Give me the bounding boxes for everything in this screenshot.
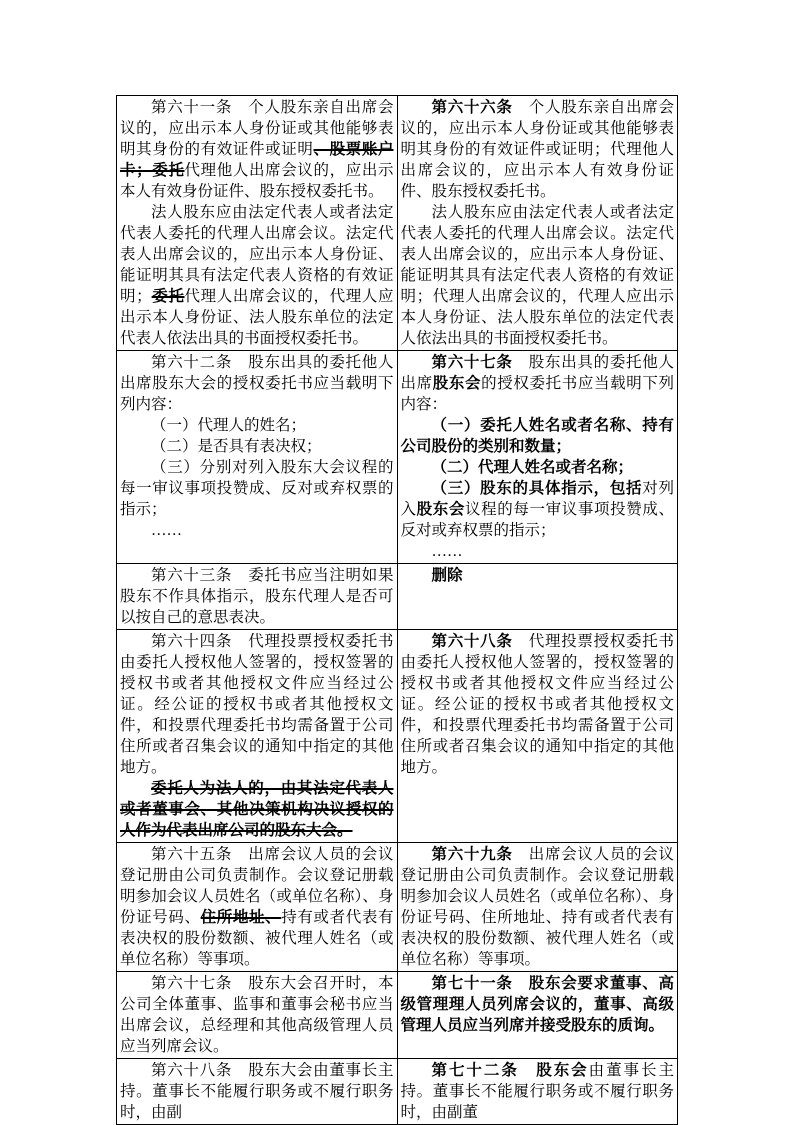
paragraph bbox=[401, 415, 675, 457]
text-segment: 第六十六条 bbox=[431, 99, 513, 116]
text-segment: （一）代理人的姓名； bbox=[151, 417, 307, 434]
revised-clause-cell bbox=[397, 630, 678, 843]
text-segment: 第六十二条 股东出具的委托他人出席股东大会的授权委托书应当载明下列内容： bbox=[120, 354, 394, 413]
paragraph bbox=[401, 352, 675, 415]
original-clause-cell bbox=[117, 564, 398, 630]
text-segment: 第七十一条 股东会要求董事、高级管理理人员列席会议的，董事、高级管理人员应当列席并接受股东的质询。 bbox=[400, 975, 674, 1034]
text-segment: （二）是否具有表决权； bbox=[151, 438, 322, 455]
text-segment: 第六十一条 个人股东亲自出席会议的，应出示本人身份证或其他能够表明其身份的有效证件或证明 bbox=[120, 99, 394, 158]
original-clause-cell bbox=[117, 972, 398, 1059]
original-clause-cell bbox=[117, 1059, 398, 1125]
paragraph bbox=[401, 202, 675, 349]
original-clause-cell bbox=[117, 843, 398, 972]
revised-clause-cell bbox=[397, 972, 678, 1059]
text-segment: 第七十二条 股东会 bbox=[431, 1062, 589, 1079]
revised-clause-cell bbox=[397, 351, 678, 564]
text-segment: （二）代理人姓名或者名称； bbox=[431, 459, 634, 476]
text-segment: 持有或者代表有表决权的股份数额、被代理人姓名（或单位名称）等事项。 bbox=[120, 909, 394, 968]
clause-comparison-table bbox=[116, 95, 678, 1125]
paragraph bbox=[401, 844, 675, 970]
paragraph bbox=[120, 631, 394, 778]
revised-clause-cell bbox=[397, 1059, 678, 1125]
text-segment: 股东出具的委托他人出席 bbox=[400, 354, 674, 392]
paragraph bbox=[120, 844, 394, 970]
paragraph bbox=[120, 1060, 394, 1123]
paragraph bbox=[120, 520, 394, 541]
text-segment: 委托人为法人的，由其法定代表人或者董事会、其他决策机构决议授权的人作为代表出席公司的股东大会。 bbox=[120, 780, 394, 839]
text-segment: 第六十九条 bbox=[431, 846, 513, 863]
text-segment: …… bbox=[151, 522, 182, 539]
original-clause-cell bbox=[117, 96, 398, 351]
text-segment: 代理投票授权委托书由委托人授权他人签署的，授权签署的授权书或者其他授权文件应当经过公证。经公证的授权书或者其他授权文件，和投票代理委托书均需备置于公司住所或者召集会议的通知中指定的其他地方。 bbox=[400, 633, 674, 776]
original-clause-cell bbox=[117, 351, 398, 564]
paragraph bbox=[401, 565, 675, 586]
paragraph bbox=[120, 202, 394, 349]
text-segment: 的授权委托书应当载明下列内容： bbox=[400, 375, 674, 413]
text-segment: …… bbox=[431, 543, 463, 560]
revised-clause-cell bbox=[397, 564, 678, 630]
paragraph bbox=[401, 457, 675, 478]
text-segment: 第六十四条 代理投票授权委托书由委托人授权他人签署的，授权签署的授权书或者其他授权文件应当经过公证。经公证的授权书或者其他授权文件，和投票代理委托书均需备置于公司住所或者召集会议的通知中指定的其他地方。 bbox=[120, 633, 394, 776]
paragraph bbox=[401, 478, 675, 541]
paragraph bbox=[120, 457, 394, 520]
paragraph bbox=[401, 1060, 675, 1123]
text-segment: 议程的每一审议事项投赞成、反对或弃权票的指示； bbox=[400, 501, 674, 539]
table-row bbox=[117, 843, 678, 972]
text-segment: 委托 bbox=[151, 288, 185, 305]
table-row bbox=[117, 351, 678, 564]
paragraph bbox=[120, 436, 394, 457]
text-segment: 由董事长主持。董事长不能履行职务或不履行职务时，由副董 bbox=[400, 1062, 674, 1121]
paragraph bbox=[120, 973, 394, 1057]
text-segment: 第六十七条 bbox=[431, 354, 513, 371]
text-segment: 代理他人出席会议的，应出示本人有效身份证件、股东授权委托书。 bbox=[120, 162, 394, 200]
paragraph bbox=[120, 415, 394, 436]
paragraph bbox=[120, 352, 394, 415]
text-segment: 第六十三条 委托书应当注明如果股东不作具体指示，股东代理人是否可以按自己的意思表决。 bbox=[120, 567, 394, 626]
table-row bbox=[117, 972, 678, 1059]
text-segment: 个人股东亲自出席会议的，应出示本人身份证或其他能够表明其身份的有效证件或证明；代理他人出席会议的，应出示本人有效身份证件、股东授权委托书。 bbox=[400, 99, 674, 200]
text-segment: 删除 bbox=[431, 567, 463, 584]
table-row bbox=[117, 96, 678, 351]
text-segment: 第六十八条 bbox=[431, 633, 513, 650]
paragraph bbox=[120, 778, 394, 841]
text-segment: 股东会 bbox=[416, 501, 465, 518]
table-row bbox=[117, 1059, 678, 1125]
text-segment: 出席会议人员的会议登记册由公司负责制作。会议登记册载明参加会议人员姓名（或单位名称）、身份证号码、住所地址、持有或者代表有表决权的股份数额、被代理人姓名（或单位名称）等事项。 bbox=[400, 846, 674, 968]
text-segment: （一）委托人姓名或者名称、持有公司股份的类别和数量； bbox=[400, 417, 674, 455]
text-segment: 第六十八条 股东大会由董事长主持。董事长不能履行职务或不履行职务时，由副 bbox=[120, 1062, 394, 1121]
paragraph bbox=[401, 631, 675, 778]
paragraph bbox=[401, 973, 675, 1036]
table-row bbox=[117, 564, 678, 630]
text-segment: 第六十七条 股东大会召开时，本公司全体董事、监事和董事会秘书应当出席会议，总经理和其他高级管理人员应当列席会议。 bbox=[120, 975, 394, 1055]
text-segment: 第六十五条 出席会议人员的会议登记册由公司负责制作。会议登记册载明参加会议人员姓名（或单位名称）、身份证号码、 bbox=[120, 846, 394, 926]
text-segment: 股东会 bbox=[432, 375, 482, 392]
table-row bbox=[117, 630, 678, 843]
text-segment: （三）股东的具体指示，包括 bbox=[431, 480, 643, 497]
text-segment: 法人股东应由法定代表人或者法定代表人委托的代理人出席会议。法定代表人出席会议的，应出示本人身份证、能证明其具有法定代表人资格的有效证明；代理人出席会议的，代理人应出示本人身份证、法人股东单位的法定代表人依法出具的书面授权委托书。 bbox=[400, 204, 674, 347]
revised-clause-cell bbox=[397, 843, 678, 972]
text-segment: 、股票账户卡；委托 bbox=[120, 141, 394, 179]
original-clause-cell bbox=[117, 630, 398, 843]
paragraph bbox=[401, 541, 675, 562]
text-segment: 对列入 bbox=[400, 480, 674, 518]
text-segment: 法人股东应由法定代表人或者法定代表人委托的代理人出席会议。法定代表人出席会议的，应出示本人身份证、能证明其具有法定代表人资格的有效证明； bbox=[120, 204, 394, 305]
comparison-table-body bbox=[117, 96, 678, 1125]
revised-clause-cell bbox=[397, 96, 678, 351]
text-segment: （三）分别对列入股东大会议程的每一审议事项投赞成、反对或弃权票的指示； bbox=[120, 459, 394, 518]
text-segment: 代理人出席会议的，代理人应出示本人身份证、法人股东单位的法定代表人依法出具的书面授权委托书。 bbox=[120, 288, 394, 347]
paragraph bbox=[401, 97, 675, 202]
text-segment: 住所地址、 bbox=[200, 909, 282, 926]
paragraph bbox=[120, 97, 394, 202]
paragraph bbox=[120, 565, 394, 628]
